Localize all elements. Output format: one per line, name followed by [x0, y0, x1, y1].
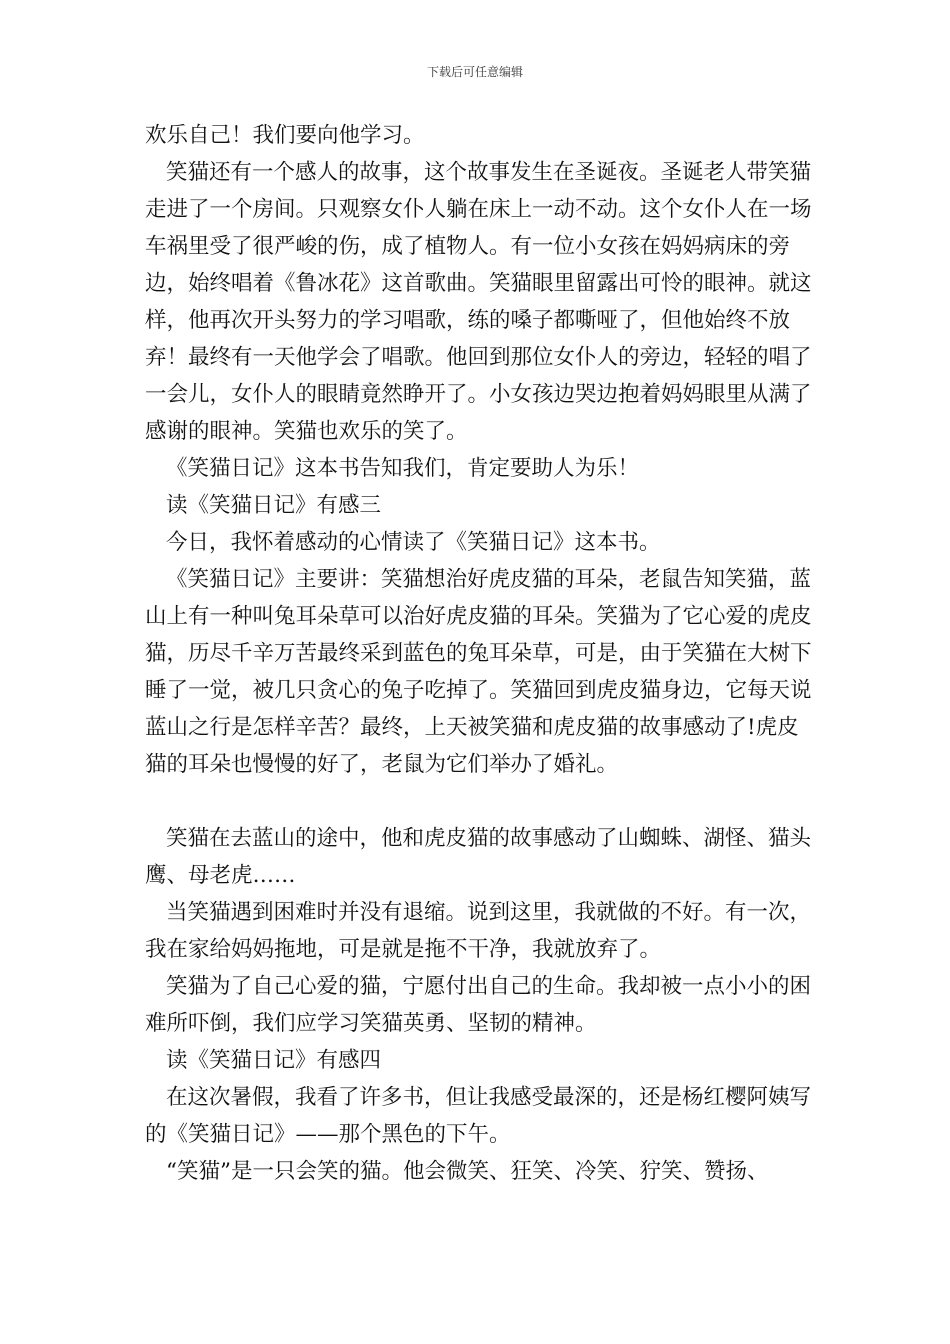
paragraph: 《笑猫日记》这本书告知我们，肯定要助人为乐！ — [166, 456, 640, 481]
section-heading: 读《笑猫日记》有感三 — [166, 493, 382, 518]
paragraph: 笑猫还有一个感人的故事，这个故事发生在圣诞夜。圣诞老人带笑猫走进了一个房间。只观察女仆人躺在床上一动不动。这个女仆人在一场车祸里受了很严峻的伤，成了植物人。有一位小女孩在妈妈病床的旁边，始终唱着《鲁冰花》这首歌曲。笑猫眼里留露出可怜的眼神。就这样，他再次开头努力的学习唱歌，练的嗓子都嘶哑了，但他始终不放弃！最终有一天他学会了唱歌。他回到那位女仆人的旁边，轻轻的唱了一会儿，女仆人的眼睛竟然睁开了。小女孩边哭边抱着妈妈眼里从满了感谢的眼神。笑猫也欢乐的笑了。 — [145, 160, 812, 444]
paragraph: 笑猫为了自己心爱的猫，宁愿付出自己的生命。我却被一点小小的困难所吓倒，我们应学习笑猫英勇、坚韧的精神。 — [145, 974, 812, 1036]
paragraph: 在这次暑假，我看了许多书，但让我感受最深的，还是杨红樱阿姨写的《笑猫日记》——那个黑色的下午。 — [145, 1085, 812, 1147]
paragraph: 笑猫在去蓝山的途中，他和虎皮猫的故事感动了山蜘蛛、湖怪、猫头鹰、母老虎…… — [145, 826, 812, 888]
paragraph: 当笑猫遇到困难时并没有退缩。说到这里，我就做的不好。有一次，我在家给妈妈拖地，可是就是拖不干净，我就放弃了。 — [145, 900, 812, 962]
paragraph: “笑猫”是一只会笑的猫。他会微笑、狂笑、冷笑、狞笑、赞扬、 — [166, 1159, 769, 1184]
blank-line — [145, 783, 815, 820]
paragraph: 欢乐自己！我们要向他学习。 — [145, 123, 425, 148]
section-heading: 读《笑猫日记》有感四 — [166, 1048, 382, 1073]
paragraph: 《笑猫日记》主要讲：笑猫想治好虎皮猫的耳朵，老鼠告知笑猫，蓝山上有一种叫兔耳朵草可以治好虎皮猫的耳朵。笑猫为了它心爱的虎皮猫，历尽千辛万苦最终采到蓝色的兔耳朵草，可是，由于笑猫在大树下睡了一觉，被几只贪心的兔子吃掉了。笑猫回到虎皮猫身边，它每天说蓝山之行是怎样辛苦？最终，上天被笑猫和虎皮猫的故事感动了!虎皮猫的耳朵也慢慢的好了，老鼠为它们举办了婚礼。 — [145, 567, 812, 777]
page-header: 下载后可任意编辑 — [426, 65, 523, 79]
paragraph: 今日，我怀着感动的心情读了《笑猫日记》这本书。 — [166, 530, 661, 555]
document-body — [145, 117, 815, 1190]
